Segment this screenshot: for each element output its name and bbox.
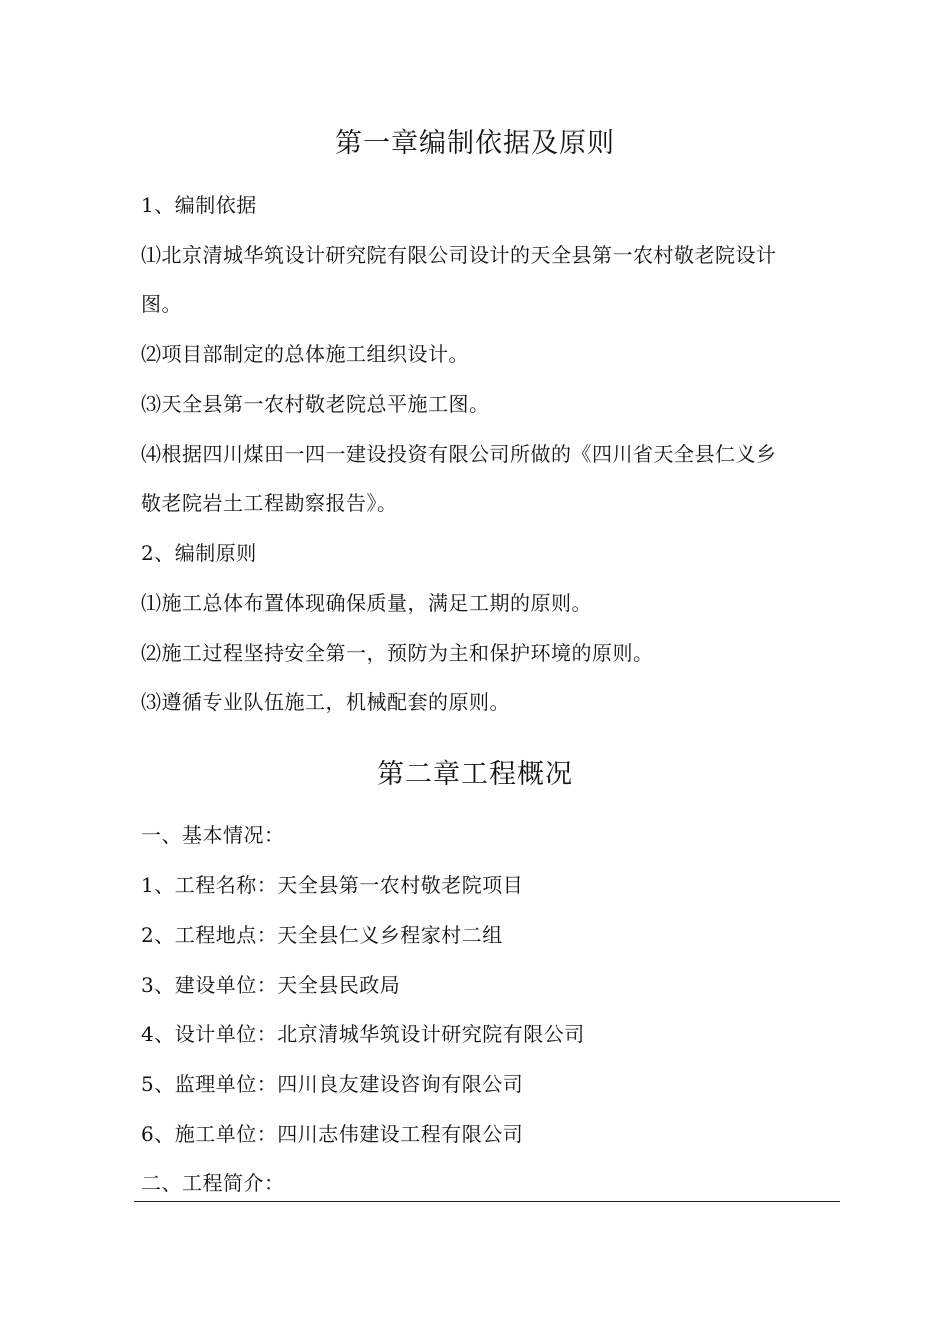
section-heading-basis: 1、编制依据 — [141, 193, 257, 217]
section-heading-basic: 一、基本情况： — [141, 823, 285, 847]
basis-item-4: ⑷根据四川煤田一四一建设投资有限公司所做的《四川省天全县仁义乡 — [141, 442, 777, 466]
basic-item-2: 2、工程地点：天全县仁义乡程家村二组 — [141, 923, 503, 947]
basic-item-4: 4、设计单位：北京清城华筑设计研究院有限公司 — [141, 1022, 585, 1046]
basis-item-3: ⑶天全县第一农村敬老院总平施工图。 — [141, 392, 490, 416]
section-heading-principle: 2、编制原则 — [141, 541, 257, 565]
basic-item-6: 6、施工单位：四川志伟建设工程有限公司 — [141, 1122, 524, 1146]
principle-item-3: ⑶遵循专业队伍施工，机械配套的原则。 — [141, 690, 510, 714]
basis-item-4-cont: 敬老院岩土工程勘察报告》。 — [141, 491, 398, 515]
basis-item-1-cont: 图。 — [141, 292, 182, 316]
basic-item-5: 5、监理单位：四川良友建设咨询有限公司 — [141, 1072, 524, 1096]
principle-item-2: ⑵施工过程坚持安全第一，预防为主和保护环境的原则。 — [141, 641, 654, 665]
page-footer-rule — [134, 1201, 840, 1202]
basic-item-3: 3、建设单位：天全县民政局 — [141, 973, 401, 997]
principle-item-1: ⑴施工总体布置体现确保质量，满足工期的原则。 — [141, 591, 592, 615]
basis-item-2: ⑵项目部制定的总体施工组织设计。 — [141, 342, 469, 366]
chapter-1-title: 第一章编制依据及原则 — [335, 128, 615, 159]
basis-item-1: ⑴北京清城华筑设计研究院有限公司设计的天全县第一农村敬老院设计 — [141, 243, 777, 267]
section-heading-intro: 二、工程简介： — [141, 1171, 285, 1195]
basic-item-1: 1、工程名称：天全县第一农村敬老院项目 — [141, 873, 524, 897]
chapter-2-title: 第二章工程概况 — [377, 759, 573, 790]
